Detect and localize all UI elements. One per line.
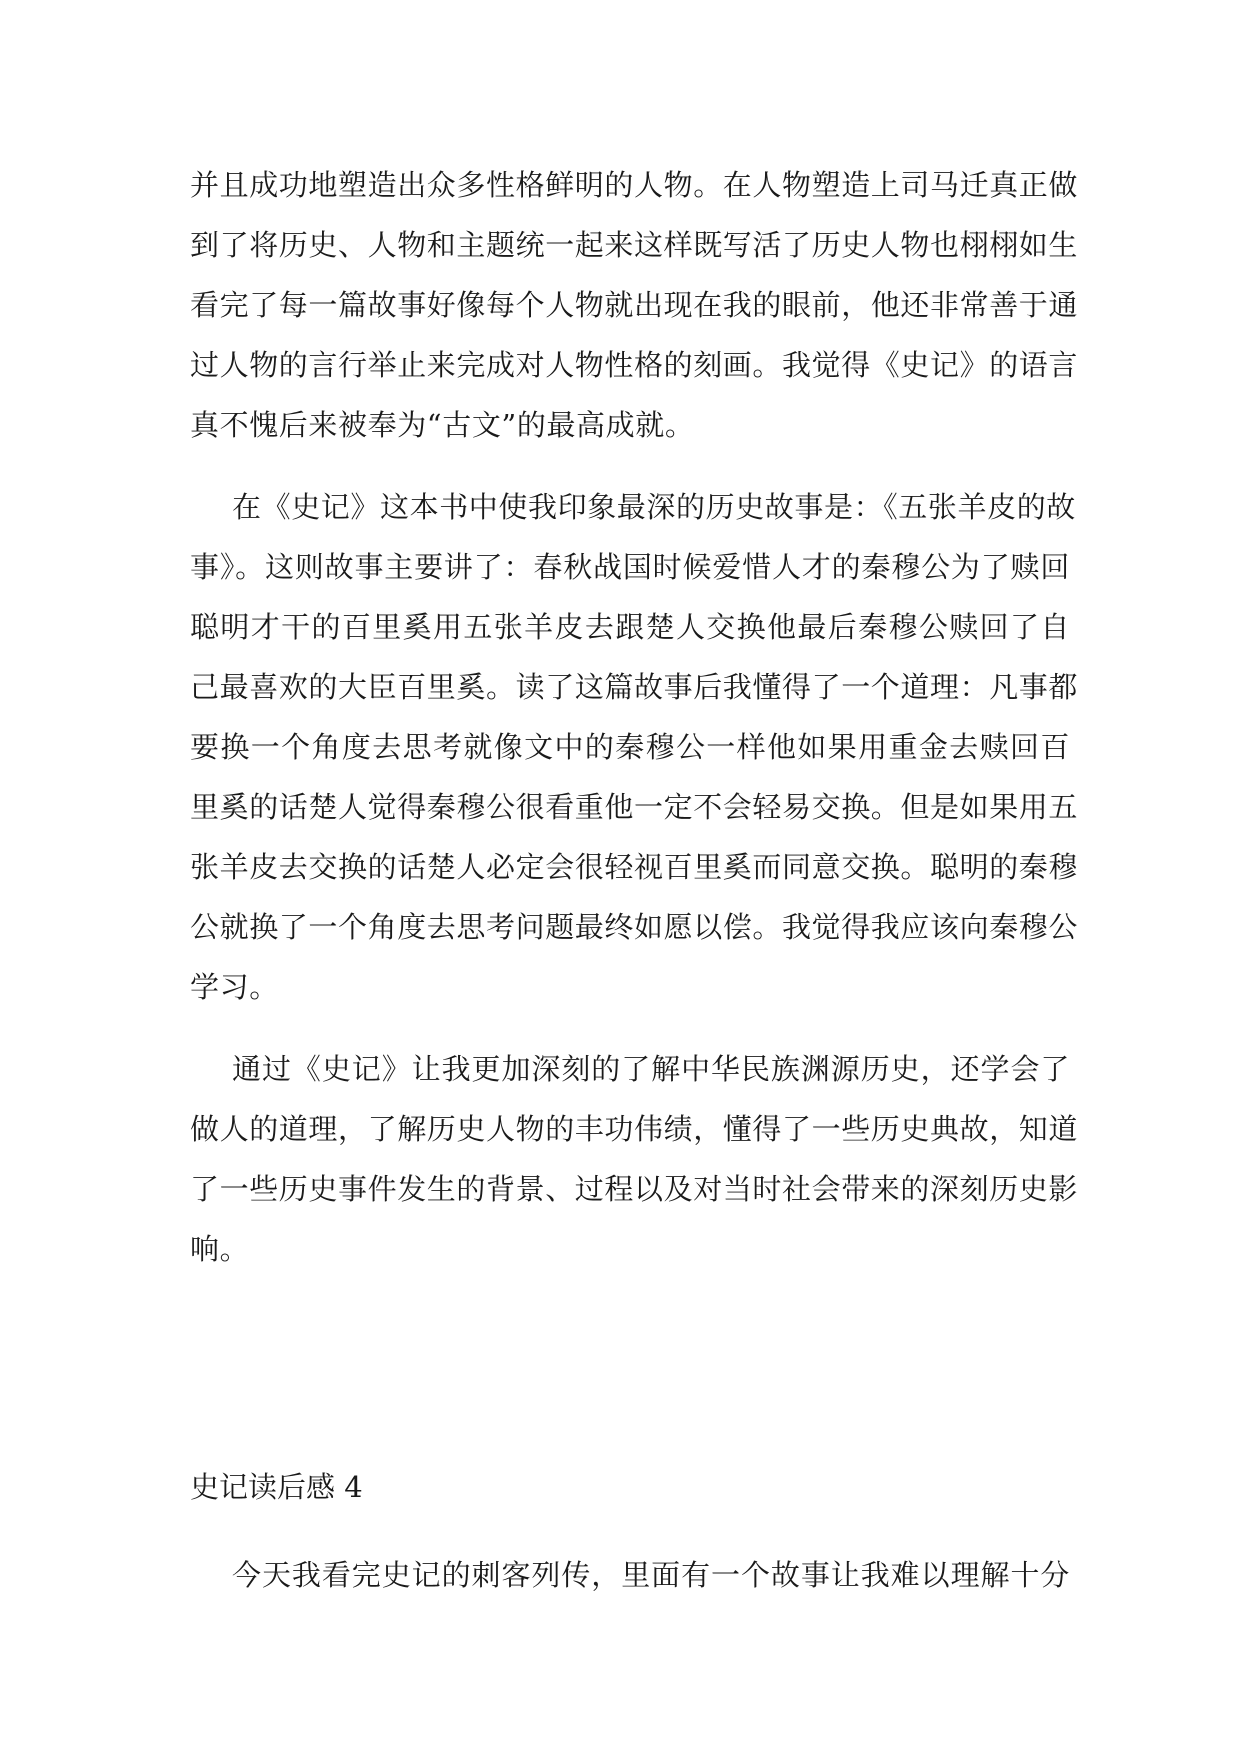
- paragraph-3-line-2: 做人的道理，了解历史人物的丰功伟绩，懂得了一些历史典故，知道: [190, 1112, 1079, 1146]
- paragraph-1-line-5: 真不愧后来被奉为“古文”的最高成就。: [190, 408, 695, 442]
- paragraph-2-line-5: 要换一个角度去思考就像文中的秦穆公一样他如果用重金去赎回百: [190, 730, 1070, 764]
- paragraph-2-line-8: 公就换了一个角度去思考问题最终如愿以偿。我觉得我应该向秦穆公: [190, 910, 1079, 944]
- paragraph-3-line-1: 通过《史记》让我更加深刻的了解中华民族渊源历史，还学会了: [232, 1052, 1070, 1086]
- paragraph-2-line-3: 聪明才干的百里奚用五张羊皮去跟楚人交换他最后秦穆公赎回了自: [190, 610, 1070, 644]
- paragraph-2-line-6: 里奚的话楚人觉得秦穆公很看重他一定不会轻易交换。但是如果用五: [190, 790, 1079, 824]
- paragraph-1-line-4: 过人物的言行举止来完成对人物性格的刻画。我觉得《史记》的语言: [190, 348, 1079, 382]
- section-heading: 史记读后感 4: [190, 1470, 363, 1504]
- paragraph-3-line-4: 响。: [190, 1232, 250, 1266]
- paragraph-1-line-2: 到了将历史、人物和主题统一起来这样既写活了历史人物也栩栩如生: [190, 228, 1079, 262]
- paragraph-1-line-3: 看完了每一篇故事好像每个人物就出现在我的眼前，他还非常善于通: [190, 288, 1079, 322]
- paragraph-3-line-3: 了一些历史事件发生的背景、过程以及对当时社会带来的深刻历史影: [190, 1172, 1079, 1206]
- paragraph-1-line-1: 并且成功地塑造出众多性格鲜明的人物。在人物塑造上司马迁真正做: [190, 168, 1079, 202]
- paragraph-2-line-1: 在《史记》这本书中使我印象最深的历史故事是：《五张羊皮的故: [232, 490, 1076, 524]
- paragraph-2-line-7: 张羊皮去交换的话楚人必定会很轻视百里奚而同意交换。聪明的秦穆: [190, 850, 1079, 884]
- paragraph-4-line-1: 今天我看完史记的刺客列传，里面有一个故事让我难以理解十分: [232, 1558, 1070, 1592]
- paragraph-2-line-9: 学习。: [190, 970, 279, 1004]
- paragraph-2-line-4: 己最喜欢的大臣百里奚。读了这篇故事后我懂得了一个道理：凡事都: [190, 670, 1079, 704]
- paragraph-2-line-2: 事》。这则故事主要讲了：春秋战国时候爱惜人才的秦穆公为了赎回: [190, 550, 1070, 584]
